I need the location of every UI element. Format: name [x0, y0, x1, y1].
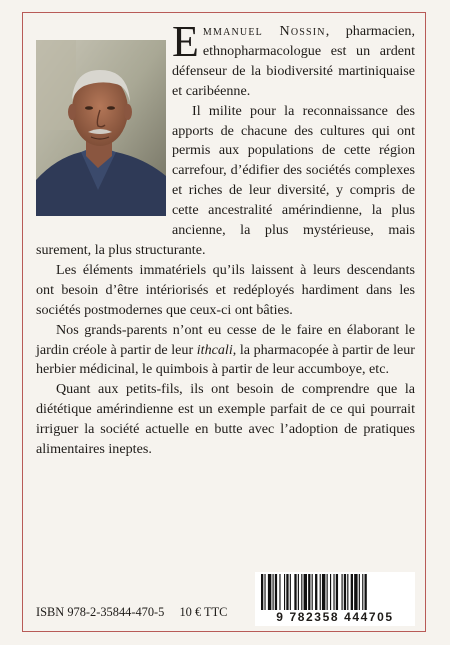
- grandparents-text-after: , la pharmacopée à partir de leur herbier médicinal, le quimbois à partir de leur accumboye, etc.: [36, 341, 415, 378]
- ithcali-term: ithcali: [196, 341, 233, 358]
- barcode-bar: [362, 574, 363, 610]
- barcode-bar: [347, 574, 348, 610]
- barcode: [255, 572, 415, 626]
- paragraph-grandchildren: Quant aux petits-fils, ils ont besoin de comprendre que la diététique amérindienne est un exemple parfait de ce qui pourrait irriguer la société actuelle en butte avec l’adoption de pratiques alimentaires ineptes.: [36, 381, 415, 458]
- barcode-bar: [342, 574, 343, 610]
- barcode-bar: [286, 574, 288, 610]
- isbn: ISBN 978-2-35844-470-5: [36, 605, 165, 619]
- back-cover-text: [36, 17, 415, 460]
- grandparents-text-before: Nos grands-parents n’ont eu cesse de le faire en élaborant le jardin créole à partir de leur: [36, 321, 415, 358]
- barcode-bar: [264, 574, 265, 610]
- barcode-bar: [320, 574, 321, 610]
- barcode-bar: [344, 574, 346, 610]
- barcode-bar: [301, 574, 302, 610]
- barcode-bar: [333, 574, 334, 610]
- barcode-bar: [279, 574, 280, 610]
- author-first-name: mmanuel: [202, 23, 263, 39]
- barcode-bar: [261, 574, 263, 610]
- barcode-bar: [268, 574, 271, 610]
- barcode-digits: 9 782358 444705: [255, 610, 415, 624]
- barcode-bar: [298, 574, 299, 610]
- isbn-price-line: [36, 605, 239, 620]
- author-last-name: Nossin: [279, 23, 326, 39]
- barcode-bar: [308, 574, 310, 610]
- barcode-bar: [275, 574, 277, 610]
- barcode-bar: [359, 574, 360, 610]
- photo-float-space: [36, 40, 172, 240]
- price: 10 € TTC: [179, 605, 228, 619]
- barcode-bar: [351, 574, 353, 610]
- barcode-bar: [322, 574, 325, 610]
- barcode-bar: [273, 574, 274, 610]
- barcode-bar: [290, 574, 291, 610]
- barcode-bars: [255, 572, 415, 612]
- barcode-bar: [354, 574, 357, 610]
- barcode-bar: [327, 574, 328, 610]
- paragraph-grandparents: [36, 321, 415, 381]
- barcode-bar: [336, 574, 338, 610]
- barcode-bar: [294, 574, 296, 610]
- barcode-bar: [312, 574, 313, 610]
- barcode-bar: [304, 574, 307, 610]
- barcode-bar: [284, 574, 285, 610]
- paragraph-mission: Il milite pour la reconnaissance des apports de chacune des cultures qui ont permis aux populations de cette région carrefour, d’édifier des sociétés complexes et riches de leur diversité, y compris de cette ancestralité amérindienne, la plus ancienne, la plus mystérieuse, mais surement, la plus structurante.: [36, 102, 415, 258]
- barcode-bar: [365, 574, 367, 610]
- barcode-bar: [330, 574, 331, 610]
- paragraph-immaterial: Les éléments immatériels qu’ils laissent à leurs descendants ont besoin d’être intériorisés et redéployés hardiment dans les sociétés postmodernes que ceux-ci ont bâties.: [36, 261, 415, 318]
- author-intro-text: , pharmacien, ethnopharmacologue est un ardent défenseur de la biodiversité martiniquaise et caribéenne.: [172, 23, 415, 99]
- drop-cap: E: [172, 17, 199, 66]
- barcode-bar: [315, 574, 317, 610]
